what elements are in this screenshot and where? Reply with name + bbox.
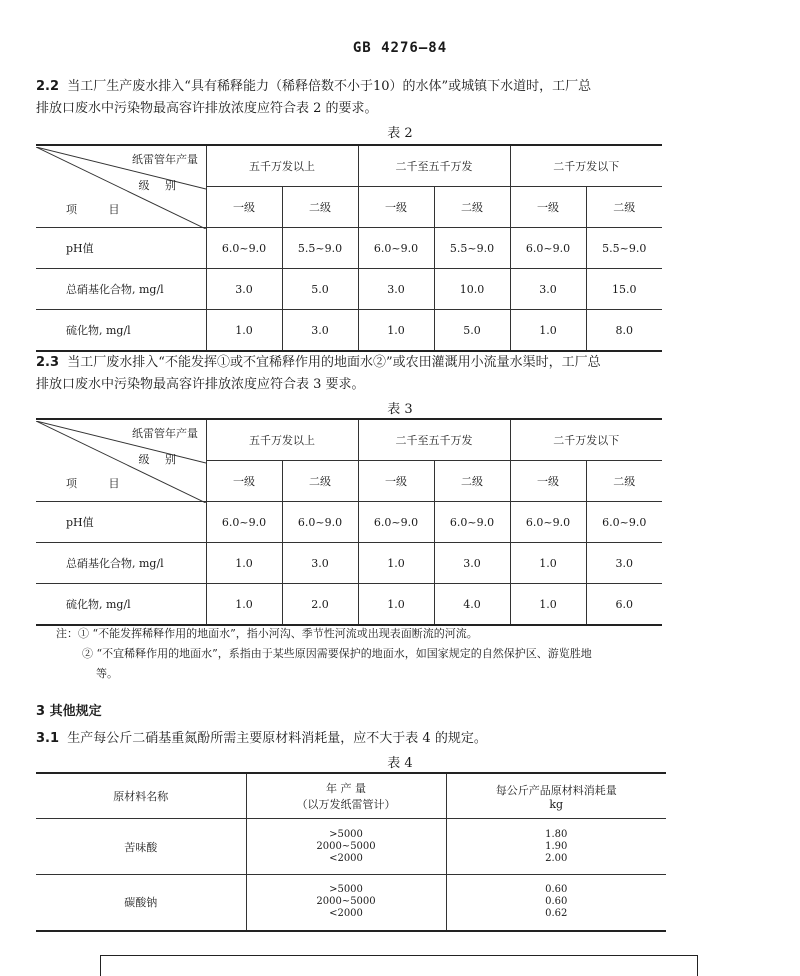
consumption-cell	[446, 819, 666, 875]
table-row	[36, 543, 662, 584]
table-cell: 5.0	[282, 269, 358, 310]
corner-label-top: 纸雷管年产量	[132, 152, 198, 166]
table-row	[36, 819, 666, 875]
table-corner	[36, 145, 206, 228]
paragraph-line: 排放口废水中污染物最高容许排放浓度应符合表 2 的要求。	[36, 101, 378, 116]
row-label: pH值	[36, 502, 206, 543]
consumption-value: 1.90	[545, 840, 568, 852]
paragraph-3-1	[36, 728, 676, 750]
table-row	[36, 875, 666, 931]
table-cell: 1.0	[206, 543, 282, 584]
note-1: 注：① “不能发挥稀释作用的地面水”，指小河沟、季节性河流或出现表面断流的河流。	[56, 627, 478, 640]
note-2: ② “不宜稀释作用的地面水”，系指由于某些原因需要保护的地面水，如国家规定的自然保护区、游览胜地	[82, 647, 592, 660]
table-cell: 1.0	[510, 543, 586, 584]
table-cell: 1.0	[510, 310, 586, 352]
column-header-line: 每公斤产品原材料消耗量	[495, 783, 617, 797]
table-notes	[56, 624, 696, 684]
grade-header: 二级	[434, 461, 510, 502]
output-value: >5000	[329, 828, 363, 840]
grade-header: 一级	[206, 187, 282, 228]
table-cell: 6.0~9.0	[358, 228, 434, 269]
paragraph-line: 生产每公斤二硝基重氮酚所需主要原材料消耗量，应不大于表 4 的规定。	[67, 731, 487, 746]
corner-label-mid: 级 别	[138, 452, 182, 466]
column-header-line: kg	[549, 797, 564, 811]
paragraph-2-2	[36, 76, 676, 120]
table-cell: 1.0	[206, 310, 282, 352]
group-header: 二千至五千万发	[358, 419, 510, 461]
output-cell	[246, 819, 446, 875]
table-cell: 1.0	[358, 584, 434, 626]
table-caption: 表 4	[387, 756, 413, 771]
table-cell: 6.0~9.0	[510, 228, 586, 269]
table-cell: 15.0	[586, 269, 662, 310]
table-row	[36, 228, 662, 269]
table-cell: 6.0~9.0	[206, 502, 282, 543]
table-row	[36, 502, 662, 543]
table-corner	[36, 419, 206, 502]
row-label: 硫化物, mg/l	[36, 310, 206, 352]
table-row	[36, 269, 662, 310]
table-cell: 3.0	[434, 543, 510, 584]
table-cell: 1.0	[206, 584, 282, 626]
paragraph-2-3	[36, 352, 676, 396]
consumption-value: 0.62	[545, 908, 568, 920]
standard-header: GB 4276—84	[352, 40, 448, 56]
section-heading: 3 其他规定	[36, 704, 102, 719]
corner-label-bottom: 项 目	[66, 202, 134, 216]
consumption-value: 2.00	[545, 852, 568, 864]
grade-header: 一级	[358, 461, 434, 502]
grade-header: 二级	[282, 461, 358, 502]
output-value: >5000	[329, 884, 363, 896]
table-cell: 4.0	[434, 584, 510, 626]
group-header: 二千万发以下	[510, 145, 662, 187]
output-value: <2000	[329, 852, 363, 864]
row-label: 苦味酸	[36, 819, 246, 875]
group-header: 五千万发以上	[206, 145, 358, 187]
row-label: pH值	[36, 228, 206, 269]
table-cell: 5.0	[434, 310, 510, 352]
output-value: 2000~5000	[316, 840, 376, 852]
table-cell: 3.0	[510, 269, 586, 310]
row-label: 碳酸钠	[36, 875, 246, 931]
output-value: <2000	[329, 908, 363, 920]
grade-header: 二级	[586, 461, 662, 502]
corner-label-mid: 级 别	[138, 178, 182, 192]
table-cell: 6.0~9.0	[434, 502, 510, 543]
grade-header: 一级	[206, 461, 282, 502]
table-cell: 6.0~9.0	[510, 502, 586, 543]
table-cell: 10.0	[434, 269, 510, 310]
row-label: 硫化物, mg/l	[36, 584, 206, 626]
consumption-value: 1.80	[545, 828, 568, 840]
clause-number: 3.1	[36, 731, 60, 746]
corner-label-top: 纸雷管年产量	[132, 426, 198, 440]
consumption-cell	[446, 875, 666, 931]
paragraph-line: 当工厂废水排入“不能发挥①或不宜稀释作用的地面水②”或农田灌溉用小流量水渠时，工厂总	[67, 355, 601, 370]
grade-header: 二级	[282, 187, 358, 228]
table-cell: 1.0	[358, 310, 434, 352]
consumption-value: 0.60	[545, 884, 568, 896]
clause-number: 2.2	[36, 79, 60, 94]
table-cell: 6.0~9.0	[586, 502, 662, 543]
grade-header: 二级	[434, 187, 510, 228]
table-3	[36, 418, 662, 626]
row-label: 总硝基化合物, mg/l	[36, 269, 206, 310]
table-cell: 1.0	[358, 543, 434, 584]
group-header: 五千万发以上	[206, 419, 358, 461]
output-value: 2000~5000	[316, 896, 376, 908]
table-cell: 2.0	[282, 584, 358, 626]
grade-header: 一级	[510, 461, 586, 502]
table-cell: 5.5~9.0	[434, 228, 510, 269]
column-header: 原材料名称	[36, 773, 246, 819]
column-header-line: （以万发纸雷管计）	[296, 798, 396, 811]
table-cell: 3.0	[358, 269, 434, 310]
column-header	[246, 773, 446, 819]
table-cell: 3.0	[282, 543, 358, 584]
table-2	[36, 144, 662, 352]
table-caption: 表 3	[387, 402, 413, 417]
output-cell	[246, 875, 446, 931]
table-cell: 6.0~9.0	[358, 502, 434, 543]
table-row	[36, 584, 662, 626]
table-cell: 5.5~9.0	[586, 228, 662, 269]
corner-label-bottom: 项 目	[66, 476, 134, 490]
table-caption: 表 2	[387, 126, 413, 141]
paragraph-line: 当工厂生产废水排入“具有稀释能力（稀释倍数不小于10）的水体”或城镇下水道时，工厂总	[67, 79, 592, 94]
column-header	[446, 773, 666, 819]
consumption-value: 0.60	[545, 896, 568, 908]
table-cell: 8.0	[586, 310, 662, 352]
table-cell: 3.0	[282, 310, 358, 352]
table-row	[36, 310, 662, 352]
table-cell: 6.0	[586, 584, 662, 626]
table-cell: 3.0	[586, 543, 662, 584]
table-cell: 3.0	[206, 269, 282, 310]
grade-header: 一级	[358, 187, 434, 228]
column-header-line: 年 产 量	[326, 782, 366, 795]
note-2-continued: 等。	[96, 667, 118, 680]
row-label: 总硝基化合物, mg/l	[36, 543, 206, 584]
paragraph-line: 排放口废水中污染物最高容许排放浓度应符合表 3 要求。	[36, 377, 365, 392]
grade-header: 一级	[510, 187, 586, 228]
table-cell: 6.0~9.0	[206, 228, 282, 269]
group-header: 二千万发以下	[510, 419, 662, 461]
group-header: 二千至五千万发	[358, 145, 510, 187]
clause-number: 2.3	[36, 355, 60, 370]
grade-header: 二级	[586, 187, 662, 228]
table-cell: 5.5~9.0	[282, 228, 358, 269]
table-cell: 1.0	[510, 584, 586, 626]
table-cell: 6.0~9.0	[282, 502, 358, 543]
table-4	[36, 772, 666, 932]
